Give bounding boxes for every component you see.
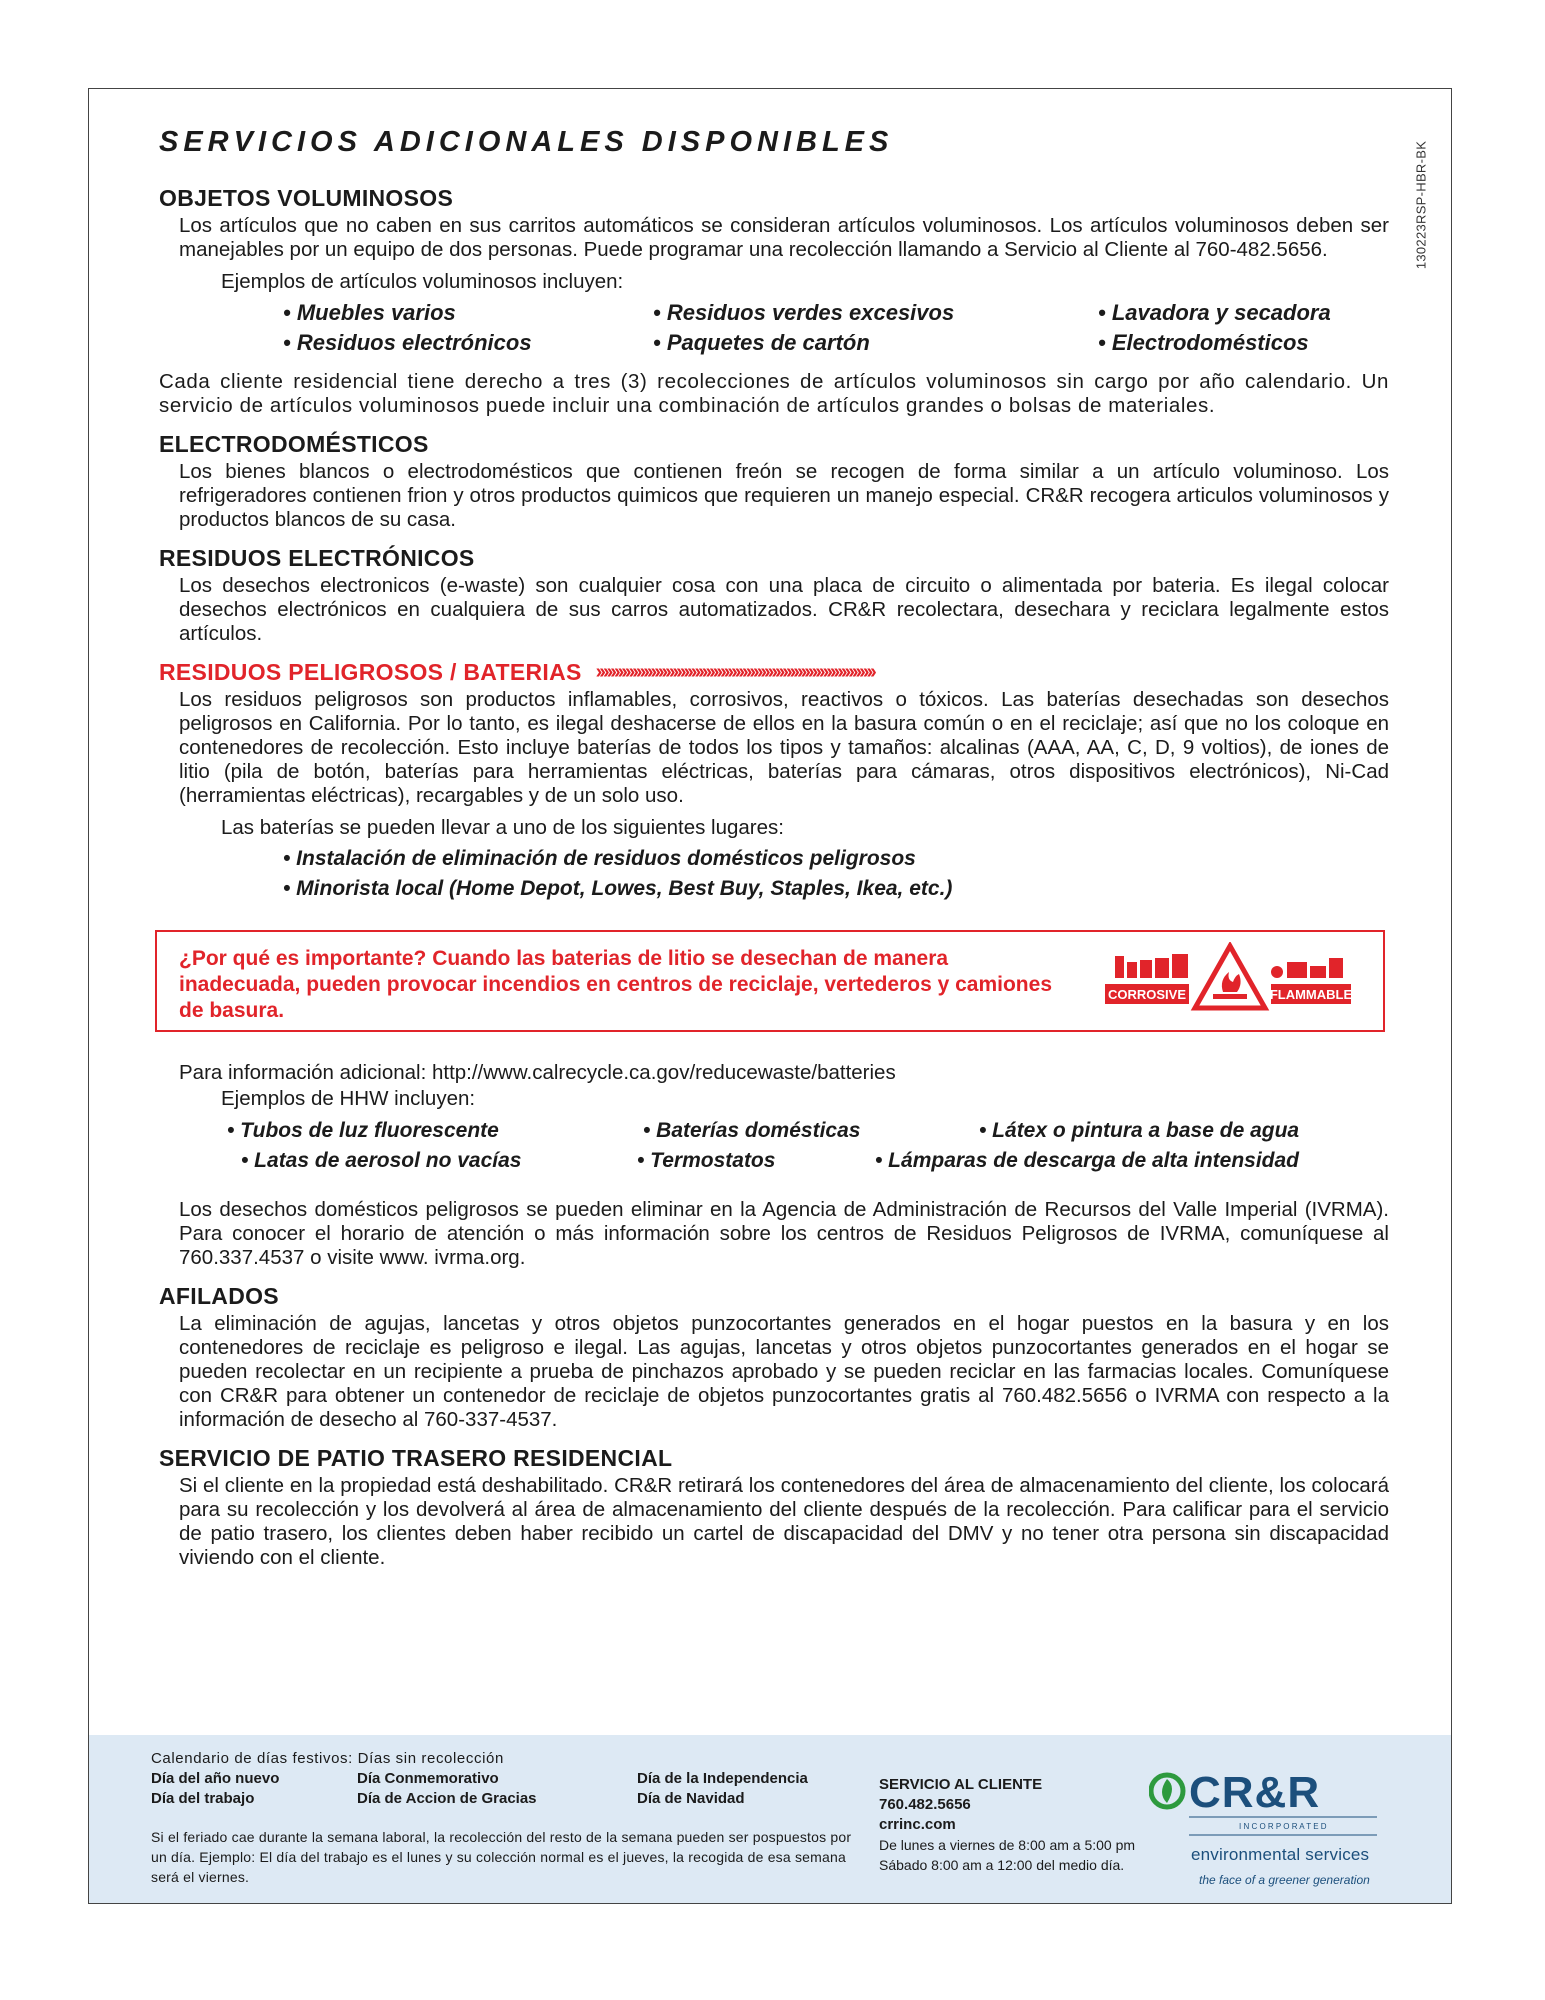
main-content [159,125,1389,1570]
holiday-note: Si el feriado cae durante la semana laboral, la recolección del resto de la semana pueden ser pospuestos por un día. Ejemplo: El día del trabajo es el lunes y su colección normal es el jueves, la recogida de esa semana será el viernes. [151,1829,852,1885]
list-item: • Paquetes de cartón [653,330,870,355]
backyard-body: Si el cliente en la propiedad está deshabilitado. CR&R retirará los contenedores del área de almacenamiento del cliente, los colocará para su recolección y los devolverá al área de almacenamiento del cliente después de la recolección. Para calificar para el servicio de patio trasero, los clientes deben haber recibido un cartel de discapacidad del DMV y no tener otra persona sin discapacidad viviendo con el cliente. [179,1474,1389,1569]
bulky-list [283,298,1389,358]
list-item: • Látex o pintura a base de agua [979,1119,1300,1142]
list-item: Día Conmemorativo [357,1770,499,1787]
list-item: Día de Navidad [637,1790,745,1807]
list-item: • Residuos verdes excesivos [653,300,955,325]
appliances-heading: ELECTRODOMÉSTICOS [159,431,429,457]
document-code: 130223RSP-HBR-BK [1413,140,1429,270]
cs-title: SERVICIO AL CLIENTE [879,1776,1043,1793]
ivrma-text: Los desechos domésticos peligrosos se pueden eliminar en la Agencia de Administración de Recursos del Valle Imperial (IVRMA). Para conocer el horario de atención o más información sobre los centros de Residuos Peligrosos de IVRMA, comuníquese al 760.337.4537 o visite www. ivrma.org. [179,1198,1389,1269]
hazardous-body: Los residuos peligrosos son productos inflamables, corrosivos, reactivos o tóxicos. Las baterías desechadas son desechos peligrosos en California. Por lo tanto, es ilegal deshacerse de ellos en la basura común o en el reciclaje; así que no los coloque en contenedores de recolección. Esto incluye baterías de todos los tipos y tamaños: alcalinas (AAA, AA, C, D, 9 voltios), de iones de litio (pila de botón, baterías para herramientas eléctricas, baterías para cámaras, otros dispositivos electrónicos), Ni-Cad (herramientas eléctricas), recargables y de un solo uso. [179,688,1389,807]
logo-wordmark: CR&R [1189,1769,1321,1817]
bulky-note: Cada cliente residencial tiene derecho a tres (3) recolecciones de artículos voluminosos sin cargo por año calendario. Un servicio de artículos voluminosos puede incluir una combinación de artículos grandes o bolsas de materiales. [159,370,1389,417]
bulky-heading: OBJETOS VOLUMINOSOS [159,185,454,211]
page-title: SERVICIOS ADICIONALES DISPONIBLES [159,126,894,158]
cs-website[interactable]: crrinc.com [879,1816,956,1833]
list-item: • Lámparas de descarga de alta intensidad [875,1149,1300,1172]
hazard-symbols-icon [1105,942,1355,1020]
footer [89,1735,1451,1903]
hhw-list-row-1 [159,1116,1389,1146]
page-frame [88,88,1452,1904]
list-item: Día de la Independencia [637,1770,808,1787]
cs-hours-weekday: De lunes a viernes de 8:00 am a 5:00 pm [879,1837,1136,1853]
cs-phone[interactable]: 760.482.5656 [879,1796,971,1813]
appliances-body: Los bienes blancos o electrodomésticos que contienen freón se recogen de forma similar a un artículo voluminoso. Los refrigeradores contienen frion y otros productos quimicos que requieren un manejo especial. CR&R recogera articulos voluminosos y productos blancos de su casa. [179,460,1389,531]
logo-tagline: the face of a greener generation [1199,1873,1370,1887]
sharps-heading: AFILADOS [159,1283,279,1309]
lithium-warning-box [155,930,1385,1032]
customer-service-block [879,1775,1135,1875]
list-item: • Termostatos [637,1149,776,1172]
cs-hours-saturday: Sábado 8:00 am a 12:00 del medio día. [879,1857,1125,1873]
list-item: • Instalación de eliminación de residuos domésticos peligrosos [283,847,916,870]
ewaste-body: Los desechos electronicos (e-waste) son cualquier cosa con una placa de circuito o alimentada por bateria. Es ilegal colocar desechos electrónicos en cualquiera de sus carros automatizados. CR&R recolectara, desechara y reciclara legalmente estos artículos. [179,574,1389,645]
bulky-body: Los artículos que no caben en sus carritos automáticos se consideran artículos voluminosos. Los artículos voluminosos deben ser manejables por un equipo de dos personas. Puede programar una recolección llamando a Servicio al Cliente al 760-482.5656. [179,214,1389,261]
list-item: • Minorista local (Home Depot, Lowes, Best Buy, Staples, Ikea, etc.) [283,877,953,900]
backyard-heading: SERVICIO DE PATIO TRASERO RESIDENCIAL [159,1445,673,1471]
chevron-divider: ›››››››››››››››››››››››››››››››››››››››››››››››››››››››››››››››››››››››››››› [595,661,874,683]
hhw-list-row-2 [159,1146,1389,1176]
sharps-body: La eliminación de agujas, lancetas y otros objetos punzocortantes generados en el hogar puestos en la basura y en los contenedores de reciclaje es peligroso e ilegal. Las agujas, lancetas y otros objetos punzocortantes generados en el hogar se pueden recolectar en un recipiente a prueba de pinchazos aprobado y se pueden reciclar en las farmacias locales. Comuníquese con CR&R para obtener un contenedor de reciclaje de objetos punzocortantes gratis al 760.482.5656 o IVRMA con respecto a la información de desecho al 760-337-4537. [179,1312,1389,1431]
more-info-link[interactable]: Para información adicional: http://www.calrecycle.ca.gov/reducewaste/batteries [179,1061,896,1084]
list-item: • Baterías domésticas [643,1119,861,1142]
logo-subtitle: environmental services [1191,1845,1370,1864]
logo-inc: I N C O R P O R A T E D [1239,1822,1327,1831]
list-item: Día de Accion de Gracias [357,1790,537,1807]
list-item: • Electrodomésticos [1098,330,1309,355]
list-item: • Lavadora y secadora [1098,300,1331,325]
battery-places-list [283,844,1389,904]
list-item: • Muebles varios [283,300,456,325]
list-item: Día del trabajo [151,1790,255,1807]
flammable-label: FLAMMABLE [1269,987,1353,1002]
hazardous-heading-row [159,658,1389,687]
list-item: • Tubos de luz fluorescente [227,1119,499,1142]
bulky-intro: Ejemplos de artículos voluminosos incluyen: [221,270,624,293]
list-item: • Latas de aerosol no vacías [241,1149,522,1172]
batteries-intro: Las baterías se pueden llevar a uno de los siguientes lugares: [221,816,784,839]
holidays-list [151,1769,861,1809]
crr-logo-icon [1149,1769,1389,1889]
holidays-block [151,1749,861,1887]
ewaste-heading: RESIDUOS ELECTRÓNICOS [159,545,475,571]
hhw-intro: Ejemplos de HHW incluyen: [221,1087,476,1110]
corrosive-label: CORROSIVE [1107,987,1187,1002]
hazardous-heading: RESIDUOS PELIGROSOS / BATERIAS [159,659,582,685]
list-item: Día del año nuevo [151,1770,280,1787]
list-item: • Residuos electrónicos [283,330,532,355]
warning-text: ¿Por qué es importante? Cuando las baterias de litio se desechan de manera inadecuada, pueden provocar incendios en centros de reciclaje, vertederos y camiones de basura. [179,947,1052,1022]
holidays-title: Calendario de días festivos: Días sin recolección [151,1750,504,1767]
